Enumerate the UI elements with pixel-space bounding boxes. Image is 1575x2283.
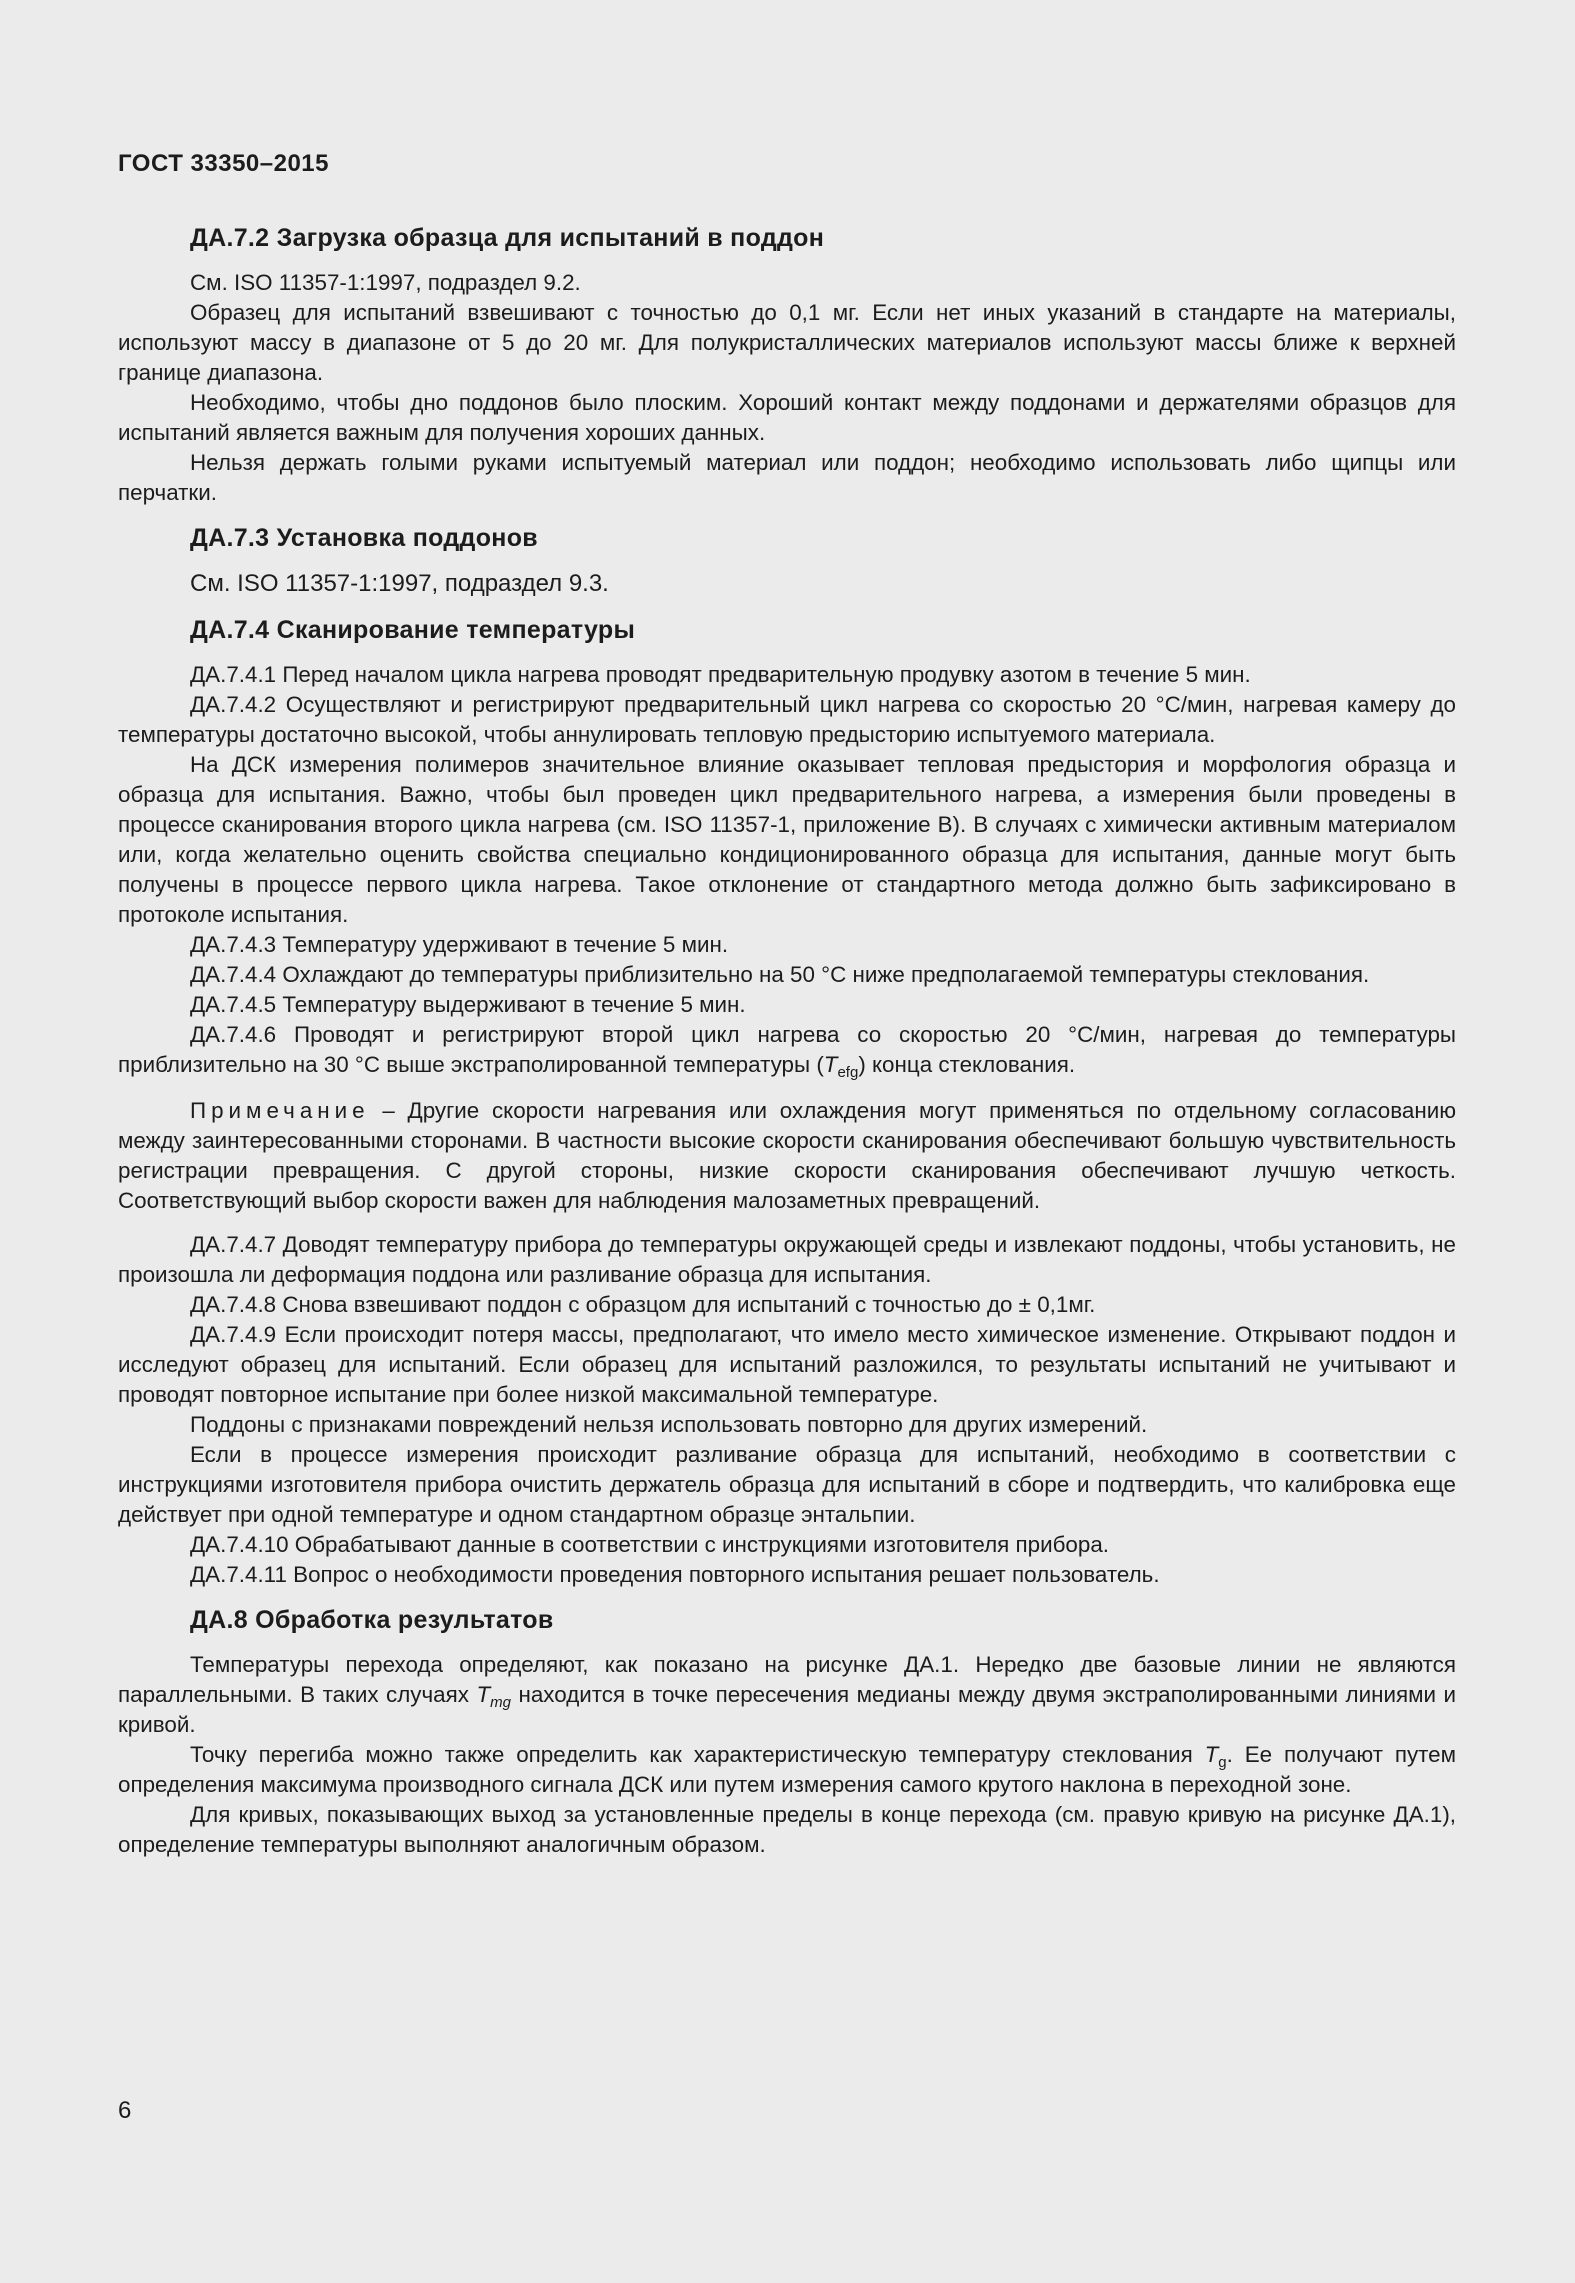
heading-da-7-2: ДА.7.2 Загрузка образца для испытаний в поддон	[190, 224, 825, 252]
text: ) конца стеклования.	[858, 1052, 1076, 1077]
symbol-subscript: efg	[837, 1064, 859, 1081]
page-number: 6	[118, 2097, 132, 2124]
text: . Ее получают путем определения максимума производного сигнала ДСК или путем измерения самого крутого наклона в переходной зоне.	[118, 1742, 1457, 1797]
symbol-subscript: g	[1218, 1754, 1227, 1771]
paragraph: ДА.7.4.5 Температуру выдерживают в течение 5 мин.	[190, 992, 746, 1017]
text: ДА.7.4.6 Проводят и регистрируют второй цикл нагрева со скоростью 20 °С/мин, нагревая до температуры приблизительно на 30 °С выше экстраполированной температуры (	[118, 1022, 1456, 1077]
paragraph: См. ISO 11357-1:1997, подраздел 9.2.	[190, 270, 581, 295]
paragraph: Нельзя держать голыми руками испытуемый материал или поддон; необходимо использовать либо щипцы или перчатки.	[118, 450, 1456, 505]
heading-da-7-4: ДА.7.4 Сканирование температуры	[190, 616, 636, 644]
paragraph: ДА.7.4.7 Доводят температуру прибора до температуры окружающей среды и извлекают поддоны, чтобы установить, не произошла ли деформация поддона или разливание образца для испытания.	[118, 1232, 1456, 1287]
paragraph: Для кривых, показывающих выход за установленные пределы в конце перехода (см. правую кривую на рисунке ДА.1), определение температуры выполняют аналогичным образом.	[118, 1802, 1456, 1857]
note-label: Примечание	[190, 1098, 370, 1123]
heading-da-8: ДА.8 Обработка результатов	[190, 1606, 554, 1634]
paragraph: Необходимо, чтобы дно поддонов было плоским. Хороший контакт между поддонами и держателями образцов для испытаний является важным для получения хороших данных.	[118, 390, 1456, 445]
paragraph-with-symbol	[118, 1740, 1456, 1800]
paragraph: На ДСК измерения полимеров значительное влияние оказывает тепловая предыстория и морфология образца и образца для испытания. Важно, чтобы был проведен цикл предварительного нагрева, а измерения были проведены в процессе сканирования второго цикла нагрева (см. ISO 11357-1, приложение В). В случаях с химически активным материалом или, когда желательно оценить свойства специально кондиционированного образца для испытания, данные могут быть получены в процессе первого цикла нагрева. Такое отклонение от стандартного метода должно быть зафиксировано в протоколе испытания.	[118, 752, 1456, 927]
paragraph: ДА.7.4.10 Обрабатывают данные в соответствии с инструкциями изготовителя прибора.	[190, 1532, 1109, 1557]
paragraph: ДА.7.4.1 Перед началом цикла нагрева проводят предварительную продувку азотом в течение 5 мин.	[190, 662, 1251, 687]
document-page	[118, 150, 1456, 1860]
symbol: T	[823, 1052, 838, 1077]
paragraph: ДА.7.4.2 Осуществляют и регистрируют предварительный цикл нагрева со скоростью 20 °С/мин, нагревая камеру до температуры достаточно высокой, чтобы аннулировать тепловую предысторию испытуемого материала.	[118, 692, 1456, 747]
symbol-subscript	[490, 1694, 511, 1711]
symbol: T	[476, 1682, 491, 1707]
paragraph-with-symbol	[118, 1650, 1456, 1740]
text: Температуры перехода определяют, как показано на рисунке ДА.1. Нередко две базовые линии не являются параллельными. В таких случаях	[118, 1652, 1456, 1707]
symbol: T	[1204, 1742, 1219, 1767]
subscript-text: mg	[490, 1694, 511, 1711]
note	[118, 1096, 1456, 1216]
paragraph: ДА.7.4.4 Охлаждают до температуры приблизительно на 50 °С ниже предполагаемой температуры стеклования.	[190, 962, 1370, 987]
paragraph: Образец для испытаний взвешивают с точностью до 0,1 мг. Если нет иных указаний в стандарте на материалы, используют массу в диапазоне от 5 до 20 мг. Для полукристаллических материалов используют массы ближе к верхней границе диапазона.	[118, 300, 1456, 385]
paragraph: ДА.7.4.9 Если происходит потеря массы, предполагают, что имело место химическое изменение. Открывают поддон и исследуют образец для испытаний. Если образец для испытаний разложился, то результаты испытаний не учитывают и проводят повторное испытание при более низкой максимальной температуре.	[118, 1322, 1456, 1407]
paragraph: ДА.7.4.8 Снова взвешивают поддон с образцом для испытаний с точностью до ± 0,1мг.	[190, 1292, 1096, 1317]
paragraph: См. ISO 11357-1:1997, подраздел 9.3.	[190, 570, 609, 597]
text: Точку перегиба можно также определить как характеристическую температуру стеклования	[190, 1742, 1205, 1767]
paragraph: ДА.7.4.11 Вопрос о необходимости проведения повторного испытания решает пользователь.	[190, 1562, 1160, 1587]
paragraph: Если в процессе измерения происходит разливание образца для испытаний, необходимо в соответствии с инструкциями изготовителя прибора очистить держатель образца для испытаний в сборе и подтвердить, что калибровка еще действует при одной температуре и одном стандартном образце энтальпии.	[118, 1442, 1456, 1527]
note-text: – Другие скорости нагревания или охлаждения могут применяться по отдельному согласованию между заинтересованными сторонами. В частности высокие скорости сканирования обеспечивают большую чувствительность регистрации превращения. С другой стороны, низкие скорости сканирования обеспечивают лучшую четкость. Соответствующий выбор скорости важен для наблюдения малозаметных превращений.	[118, 1098, 1456, 1213]
paragraph-with-symbol	[118, 1020, 1456, 1080]
text: находится в точке пересечения медианы между двумя экстраполированными линиями и кривой.	[118, 1682, 1456, 1737]
paragraph: Поддоны с признаками повреждений нельзя использовать повторно для других измерений.	[190, 1412, 1148, 1437]
heading-da-7-3: ДА.7.3 Установка поддонов	[190, 524, 538, 552]
standard-header: ГОСТ 33350–2015	[118, 150, 329, 177]
paragraph: ДА.7.4.3 Температуру удерживают в течение 5 мин.	[190, 932, 729, 957]
